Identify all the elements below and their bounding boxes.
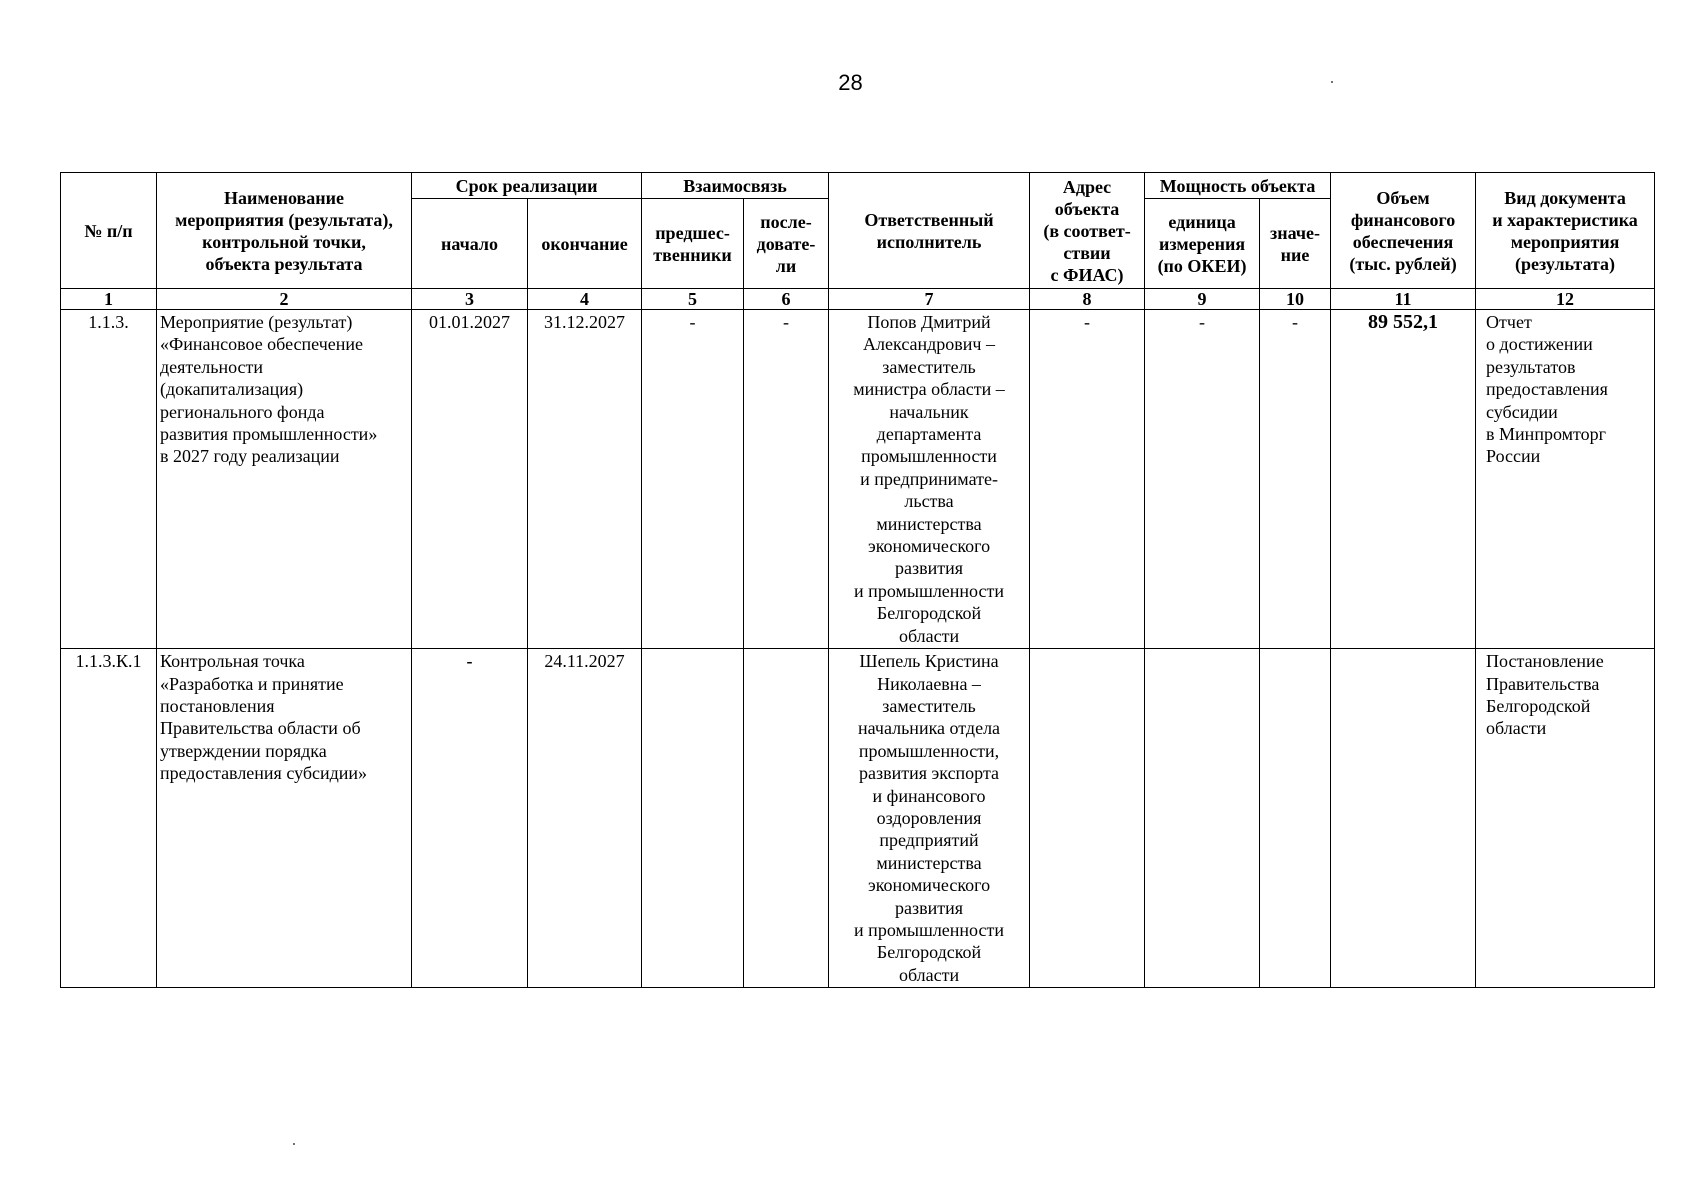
cell-num: 1.1.3.К.1	[61, 649, 157, 988]
column-number: 2	[157, 289, 412, 310]
header-capacity-group: Мощность объекта	[1145, 173, 1331, 199]
header-link-next: после- довате- ли	[744, 199, 829, 289]
cell-start: 01.01.2027	[412, 310, 528, 649]
column-number: 3	[412, 289, 528, 310]
cell-next	[744, 649, 829, 988]
cell-prev: -	[642, 310, 744, 649]
column-number: 6	[744, 289, 829, 310]
cell-unit: -	[1145, 310, 1260, 649]
cell-value: -	[1260, 310, 1331, 649]
header-term-start: начало	[412, 199, 528, 289]
cell-unit	[1145, 649, 1260, 988]
cell-doc: Постановление Правительства Белгородской области	[1476, 649, 1655, 988]
cell-name: Контрольная точка «Разработка и принятие постановления Правительства области об утверждении порядка предоставления субсидии»	[157, 649, 412, 988]
header-term-group: Срок реализации	[412, 173, 642, 199]
column-number: 9	[1145, 289, 1260, 310]
column-number: 10	[1260, 289, 1331, 310]
header-address: Адрес объекта (в соответ- ствии с ФИАС)	[1030, 173, 1145, 289]
cell-next: -	[744, 310, 829, 649]
header-num: № п/п	[61, 173, 157, 289]
column-number: 12	[1476, 289, 1655, 310]
cell-value	[1260, 649, 1331, 988]
column-number: 4	[528, 289, 642, 310]
column-number: 11	[1331, 289, 1476, 310]
cell-start: -	[412, 649, 528, 988]
column-number: 5	[642, 289, 744, 310]
cell-doc: Отчет о достижении результатов предоставления субсидии в Минпромторг России	[1476, 310, 1655, 649]
cell-num: 1.1.3.	[61, 310, 157, 649]
cell-end: 31.12.2027	[528, 310, 642, 649]
column-number: 7	[829, 289, 1030, 310]
header-doc-type: Вид документа и характеристика мероприятия (результата)	[1476, 173, 1655, 289]
header-term-end: окончание	[528, 199, 642, 289]
column-number: 8	[1030, 289, 1145, 310]
page-number: 28	[838, 70, 863, 95]
header-volume: Объем финансового обеспечения (тыс. рублей)	[1331, 173, 1476, 289]
cell-address	[1030, 649, 1145, 988]
cell-name: Мероприятие (результат) «Финансовое обеспечение деятельности (докапитализация) регионального фонда развития промышленности» в 2027 году реализации	[157, 310, 412, 649]
column-number: 1	[61, 289, 157, 310]
events-table	[60, 172, 1655, 988]
cell-volume: 89 552,1	[1331, 310, 1476, 649]
header-name: Наименование мероприятия (результата), контрольной точки, объекта результата	[157, 173, 412, 289]
header-link-group: Взаимосвязь	[642, 173, 829, 199]
cell-address: -	[1030, 310, 1145, 649]
cell-responsible: Шепель Кристина Николаевна – заместитель начальника отдела промышленности, развития экспорта и финансового оздоровления предприятий министерства экономического развития и промышленности Белгородской области	[829, 649, 1030, 988]
scan-speck	[1331, 81, 1333, 83]
header-link-prev: предшес- твенники	[642, 199, 744, 289]
cell-end: 24.11.2027	[528, 649, 642, 988]
header-responsible: Ответственный исполнитель	[829, 173, 1030, 289]
header-capacity-unit: единица измерения (по ОКЕИ)	[1145, 199, 1260, 289]
scan-speck	[293, 1143, 295, 1145]
table-row	[61, 310, 1655, 649]
cell-volume	[1331, 649, 1476, 988]
cell-responsible: Попов Дмитрий Александрович – заместитель министра области – начальник департамента промышленности и предпринимате- льства министерства экономического развития и промышленности Белгородской области	[829, 310, 1030, 649]
table-row	[61, 649, 1655, 988]
cell-prev	[642, 649, 744, 988]
column-numbers-row	[61, 289, 1655, 310]
header-capacity-value: значе- ние	[1260, 199, 1331, 289]
